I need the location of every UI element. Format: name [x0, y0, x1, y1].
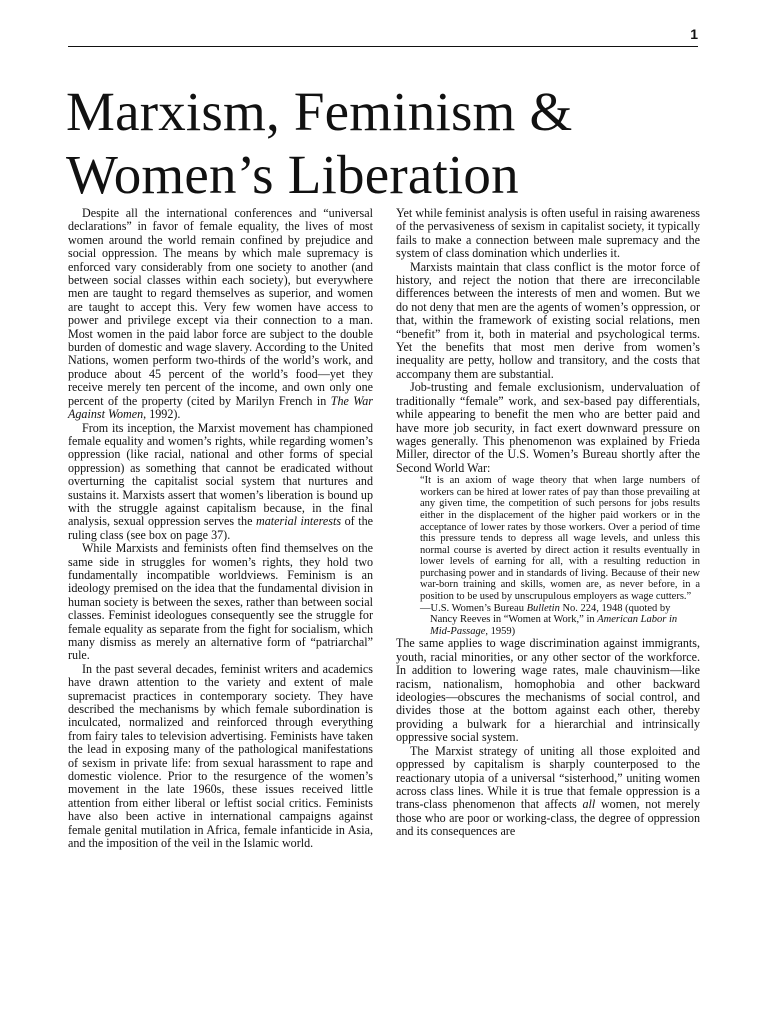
- quote-citation: —U.S. Women’s Bureau Bulletin No. 224, 1948 (quoted by Nancy Reeves in “Women at Work,” in American Labor in Mid-Passage, 1959): [420, 602, 678, 637]
- paragraph: Yet while feminist analysis is often useful in raising awareness of the pervasiveness of sexism in capitalist society, it typically fails to make a connection between male supremacy and the system of class domination which underlies it.: [396, 206, 700, 261]
- title-line-1: Marxism, Feminism &: [66, 81, 573, 142]
- page-number: 1: [690, 26, 698, 42]
- quote-text: “It is an axiom of wage theory that when large numbers of workers can be hired at lower rates of pay than those prevailing at any given time, the competition of such persons for jobs results either in the displacement of the higher paid workers or in the acceptance of lower rates by those workers. Over a period of time this pressure tends to depress all wage levels, and unless this normal course is averted by direct action it results eventually in lower levels of earning for all, with a resulting reduction in purchasing power and in standards of living. Because of their new war-born training and skills, women are, as never before, in a position to be used by unscrupulous employers as wage cutters.”: [420, 475, 700, 603]
- right-column: [396, 207, 700, 839]
- paragraph: Marxists maintain that class conflict is the motor force of history, and reject the notion that there are irreconcilable differences between the interests of men and women. But we do not deny that men are the agents of women’s oppression, or that, within the framework of existing social relations, men “benefit” from it, both in material and psychological terms. Yet the benefits that most men derive from women’s inequality are petty, hollow and transitory, and the costs that accompany them are substantial.: [396, 259, 700, 381]
- paragraph: The Marxist strategy of uniting all those exploited and oppressed by capitalism is sharply counterposed to the reactionary utopia of a universal “sisterhood,” uniting women across class lines. While it is true that female oppression is a trans-class phenomenon that affects all women, not merely those who are poor or working-class, the degree of oppression and its consequences are: [396, 743, 701, 839]
- paragraph: Job-trusting and female exclusionism, undervaluation of traditionally “female” work, and sex-based pay differentials, while appearing to benefit the men who are better paid and have more job security, in fact exert downward pressure on wages generally. This phenomenon was explained by Frieda Miller, director of the U.S. Women’s Bureau shortly after the Second World War:: [396, 380, 700, 475]
- article-title: [66, 80, 706, 206]
- title-line-2: Women’s Liberation: [66, 144, 519, 205]
- paragraph: The same applies to wage discrimination against immigrants, youth, racial minorities, or any other sector of the workforce. In addition to lowering wage rates, male chauvinism—like racism, nationalism, homophobia and other backward ideologies—obscures the mechanisms of social control, and divides those at the bottom against each other, thereby providing a bulwark for a hierarchial and intrinsically oppressive social system.: [396, 636, 700, 745]
- paragraph: Despite all the international conferences and “universal declarations” in favor of female equality, the lives of most women around the world remain confined by prejudice and social oppression. The means by which male supremacy is enforced vary considerably from one society to another (and between social classes within each society), but everywhere men are taught to regard themselves as superior, and women are taught to accept this. Very few women have access to power and privilege except via their connection to a man. Most women in the paid labor force are subject to the double burden of domestic and wage slavery. According to the United Nations, women perform two-thirds of the world’s work, and produce about 45 percent of the world’s food—yet they receive merely ten percent of the income, and own only one percent of the property (cited by Marilyn French in The War Against Women, 1992).: [68, 206, 373, 422]
- paragraph: In the past several decades, feminist writers and academics have drawn attention to the variety and extent of male supremacist practices in contemporary society. They have described the mechanisms by which female subordination is inculcated, normalized and reinforced through everything from fairy tales to television advertising. Feminists have taken the lead in exposing many of the pathological manifestations of sexism in private life: from sexual harassment to rape and domestic violence. Prior to the resurgence of the women’s movement in the late 1960s, these issues received little attention from either liberal or leftist social critics. Feminists have also been active in international campaigns against female genital mutilation in Africa, female infanticide in Asia, and the imposition of the veil in the Islamic world.: [68, 661, 373, 851]
- paragraph: While Marxists and feminists often find themselves on the same side in struggles for women’s rights, they hold two fundamentally incompatible worldviews. Feminism is an ideology premised on the idea that the fundamental division in human society is between the sexes, rather than between social classes. Feminist ideologues consequently see the struggle for female equality as separate from the fight for socialism, which many dismiss as merely an alternative form of “patriarchal” rule.: [68, 541, 373, 663]
- paragraph: From its inception, the Marxist movement has championed female equality and women’s rights, while regarding women’s oppression (like racial, national and other forms of special oppression) as something that cannot be eradicated without overturning the capitalist social system that nurtures and sustains it. Marxists assert that women’s liberation is bound up with the struggle against capitalism because, in the final analysis, sexual oppression serves the material interests of the ruling class (see box on page 37).: [68, 420, 373, 542]
- block-quote: [420, 475, 700, 637]
- left-column: [68, 207, 373, 851]
- header-rule: [68, 46, 698, 47]
